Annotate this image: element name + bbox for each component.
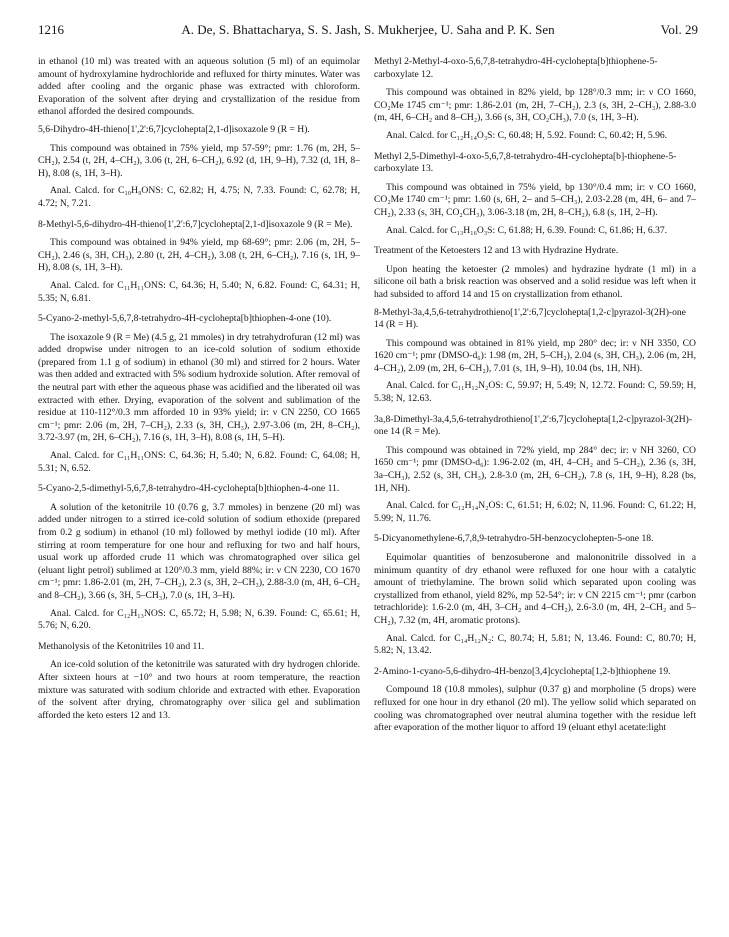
section-heading: 2-Amino-1-cyano-5,6-dihydro-4H-benzo[3,4]cyclohepta[1,2-b]thiophene 19. [374, 665, 671, 677]
left-column [38, 56, 360, 727]
analysis-paragraph: Anal. Calcd. for C₁₂H₁₄O₃S: C, 60.48; H, 5.92. Found: C, 60.42; H, 5.96. [386, 129, 668, 141]
body-paragraph: The isoxazole 9 (R = Me) (4.5 g, 21 mmoles) in dry tetrahydrofuran (12 ml) was added dropwise under nitrogen to an ice-cold solution of sodium ethoxide (prepared from 1.1 g of sodium) in ethanol (30 ml) and stirred for 2 hours. Water was then added and extracted with 5% sodium hydroxide solution. After removal of the neutral part with ether the aqueous phase was acidified and the liberated oil was extracted with ether. Drying, evaporation of the solvent and sublimation of the residue at 110-112°/0.3 mm afforded 10 in 93% yield; ir: ν CN 2250, CO 1665 cm⁻¹; pmr: 2.06 (m, 2H, 7–CH₂), 2.33 (s, 3H, CH₃), 2.97-3.06 (m, 2H, 8–CH₂), 3.72-3.97 (m, 2H, 6–CH₂), 7.16 (s, 1H, 3–H), 8.08 (s, 1H, 5–H). [38, 331, 360, 444]
body-paragraph: This compound was obtained in 72% yield, mp 284° dec; ir: ν NH 3260, CO 1650 cm⁻¹; pmr (DMSO-d₆): 1.96-2.02 (m, 4H, 4–CH₂ and 5–CH₂), 2.36 (s, 3H, 3a–CH₃), 2.52 (s, 3H, CH₃), 2.8-3.0 (m, 2H, 6–CH₂), 7.8 (s, 1H, 9–H), 8.28 (bs, 1H, NH). [374, 444, 696, 494]
analysis-paragraph: Anal. Calcd. for C₁₁H₁₁ONS: C, 64.36; H, 5.40; N, 6.82. Found: C, 64.31; H, 5.35; N, 6.81. [38, 279, 360, 304]
section-heading: 5-Cyano-2-methyl-5,6,7,8-tetrahydro-4H-cyclohepta[b]thiophen-4-one (10). [38, 313, 332, 325]
body-paragraph: in ethanol (10 ml) was treated with an aqueous solution (5 ml) of an equimolar amount of hydroxylamine hydrochloride and refluxed for thirty minutes. Water was added after cooling and the organic phase was extracted with chloroform. Evaporation of the solvent after drying and crystallization of the residue from ethanol afforded the desired compounds. [38, 56, 360, 118]
body-paragraph: This compound was obtained in 82% yield, bp 128°/0.3 mm; ir: ν CO 1660, CO₂Me 1745 cm⁻¹; pmr: 1.86-2.01 (m, 2H, 7–CH₂), 2.3 (s, 3H, 2–CH₃), 2.88-3.0 (m, 4H, 6–CH₂ and 8–CH₂), 3.66 (s, 3H, CO₂CH₃), 7.0 (s, 1H, 3–H). [374, 87, 696, 124]
analysis-paragraph: Anal. Calcd. for C₁₁H₁₁ONS: C, 64.36; H, 5.40; N, 6.82. Found: C, 64.08; H, 5.31; N, 6.52. [38, 450, 360, 474]
analysis-paragraph: Anal. Calcd. for C₁₃H₁₆O₃S: C, 61.88; H, 6.39. Found: C, 61.86; H, 6.37. [386, 224, 668, 236]
section-heading: 8-Methyl-3a,4,5,6-tetrahydrothieno[1',2':6,7]cyclohepta[1,2-c]pyrazol-3(2H)-one 14 (R = H). [374, 306, 686, 331]
section-heading: Methanolysis of the Ketonitriles 10 and 11. [38, 640, 205, 652]
body-paragraph: Compound 18 (10.8 mmoles), sulphur (0.37 g) and morpholine (5 drops) were refluxed for one hour in dry ethanol (20 ml). The yellow solid which separated on cooling was chromatographed over neutral alumina together with the residue left after evaporation of the mother liquor to afford 19 (eluant ethyl acetate:light [374, 684, 696, 734]
section-heading: Methyl 2,5-Dimethyl-4-oxo-5,6,7,8-tetrahydro-4H-cyclohepta[b]-thiophene-5-carboxylate 13. [374, 150, 677, 175]
body-paragraph: This compound was obtained in 75% yield, bp 130°/0.4 mm; ir: ν CO 1660, CO₂Me 1740 cm⁻¹; pmr: 1.60 (s, 6H, 2– and 5–CH₃), 2.03-2.28 (m, 4H, 6– and 7–CH₂), 2.33 (s, 3H, CO₂CH₃), 3.06-3.18 (m, 2H, 8–CH₂), 6.8 (s, 1H, 2–H). [374, 181, 696, 218]
analysis-paragraph: Anal. Calcd. for C₁₂H₁₃NOS: C, 65.72; H, 5.98; N, 6.39. Found: C, 65.61; H, 5.76; N, 6.20. [38, 607, 360, 632]
body-paragraph: This compound was obtained in 75% yield, mp 57-59°; pmr: 1.76 (m, 2H, 5–CH₂), 2.54 (t, 2H, 4–CH₂), 3.06 (t, 2H, 6–CH₂), 6.92 (d, 1H, 9–H), 7.32 (d, 1H, 8–H), 8.08 (s, 1H, 3–H). [38, 142, 360, 179]
analysis-paragraph: Anal. Calcd. for C₁₂H₁₄N₂OS: C, 61.51; H, 6.02; N, 11.96. Found: C, 61.22; H, 5.99; N, 11.76. [374, 500, 696, 524]
section-heading: 5-Dicyanomethylene-6,7,8,9-tetrahydro-5H-benzocyclohepten-5-one 18. [374, 533, 654, 545]
authors-line: A. De, S. Bhattacharya, S. S. Jash, S. Mukherjee, U. Saha and P. K. Sen [181, 22, 555, 37]
body-paragraph: This compound was obtained in 81% yield, mp 280° dec; ir: ν NH 3350, CO 1620 cm⁻¹; pmr (DMSO-d₆): 1.98 (m, 2H, 5–CH₂), 2.04 (s, 3H, CH₃), 2.06 (m, 2H, 4–CH₂), 2.09 (m, 2H, 6–CH₂), 7.01 (s, 1H, 9–H), 10.04 (bs, 1H, NH). [374, 337, 696, 374]
analysis-paragraph: Anal. Calcd. for C₁₄H₁₂N₂: C, 80.74; H, 5.81; N, 13.46. Found: C, 80.70; H, 5.82; N, 13.42. [374, 632, 696, 657]
section-heading: Treatment of the Ketoesters 12 and 13 with Hydrazine Hydrate. [374, 245, 619, 257]
section-heading: 5,6-Dihydro-4H-thieno[1',2':6,7]cyclohepta[2,1-d]isoxazole 9 (R = H). [38, 123, 310, 135]
section-heading: 3a,8-Dimethyl-3a,4,5,6-tetrahydrothieno[1',2':6,7]cyclohepta[1,2-c]pyrazol-3(2H)-one 14 (R = Me). [374, 413, 693, 438]
page-number: 1216 [38, 22, 64, 37]
running-header [38, 22, 698, 42]
section-heading: Methyl 2-Methyl-4-oxo-5,6,7,8-tetrahydro-4H-cyclohepta[b]thiophene-5-carboxylate 12. [374, 56, 658, 80]
body-paragraph: This compound was obtained in 94% yield, mp 68-69°; pmr: 2.06 (m, 2H, 5–CH₂), 2.46 (s, 3H, CH₃), 2.80 (t, 2H, 4–CH₂), 3.08 (t, 2H, 6–CH₂), 7.16 (s, 1H, 9–H), 8.08 (s, 1H, 3–H). [38, 237, 360, 274]
right-column [374, 56, 696, 740]
body-paragraph: An ice-cold solution of the ketonitrile was saturated with dry hydrogen chloride. After sixteen hours at −10° and two hours at room temperature, the reaction mixture was saturated with sodium chloride and extracted with ether. Evaporation of the solvent after drying, chromatography over silica gel and sublimation afforded the keto esters 12 and 13. [38, 659, 360, 721]
body-paragraph: Upon heating the ketoester (2 mmoles) and hydrazine hydrate (1 ml) in a silicone oil bath a brisk reaction was observed and a solid residue was left when it had subsided to afford 14 and 15 on crystallization from ethanol. [374, 263, 696, 300]
section-heading: 5-Cyano-2,5-dimethyl-5,6,7,8-tetrahydro-4H-cyclohepta[b]thiophen-4-one 11. [38, 483, 340, 495]
analysis-paragraph: Anal. Calcd. for C₁₀H₉ONS: C, 62.82; H, 4.75; N, 7.33. Found: C, 62.78; H, 4.72; N, 7.21. [38, 185, 360, 209]
body-paragraph: A solution of the ketonitrile 10 (0.76 g, 3.7 mmoles) in benzene (20 ml) was added under nitrogen to a stirred ice-cold solution of sodium ethoxide (prepared from 0.2 g sodium) in ethanol (10 ml) followed by methyl iodide (10 ml). After stirring at room temperature for one hour and refluxing for two and half hours, usual work up afforded crude 11 which was chromatographed over silica gel (eluant light petrol) sublimed at 120°/0.3 mm, yield 88%; ir: ν CN 2230, CO 1670 cm⁻¹; pmr: 1.86-2.01 (m, 2H, 7–CH₂), 2.3 (s, 3H, 2–CH₃), 2.88-3.0 (m, 4H, 6–CH₂ and 8–CH₂), 3.66 (s, 3H, 5–CH₃), 7.0 (s, 1H, 3–H). [38, 501, 360, 601]
section-heading: 8-Methyl-5,6-dihydro-4H-thieno[1',2':6,7]cyclohepta[2,1-d]isoxazole 9 (R = Me). [38, 218, 353, 230]
analysis-paragraph: Anal. Calcd. for C₁₁H₁₂N₂OS: C, 59.97; H, 5.49; N, 12.72. Found: C, 59.59; H, 5.38; N, 12.63. [374, 380, 696, 405]
volume-label: Vol. 29 [660, 22, 698, 37]
body-paragraph: Equimolar quantities of benzosuberone and malononitrile dissolved in a minimum quantity of dry ethanol were refluxed for one hour with a catalytic amount of triethylamine. The brown solid which separated upon cooling was crystallized from ethanol, yield 82%, mp 52-54°; ir: ν CN 2215 cm⁻¹; pmr (carbon tetrachloride): 1.6-2.0 (m, 4H, 3–CH₂ and 4–CH₂), 2.6-3.0 (m, 4H, 2–CH₂ and 5–CH₂), 7.32 (m, 4H, aromatic protons). [374, 552, 696, 626]
